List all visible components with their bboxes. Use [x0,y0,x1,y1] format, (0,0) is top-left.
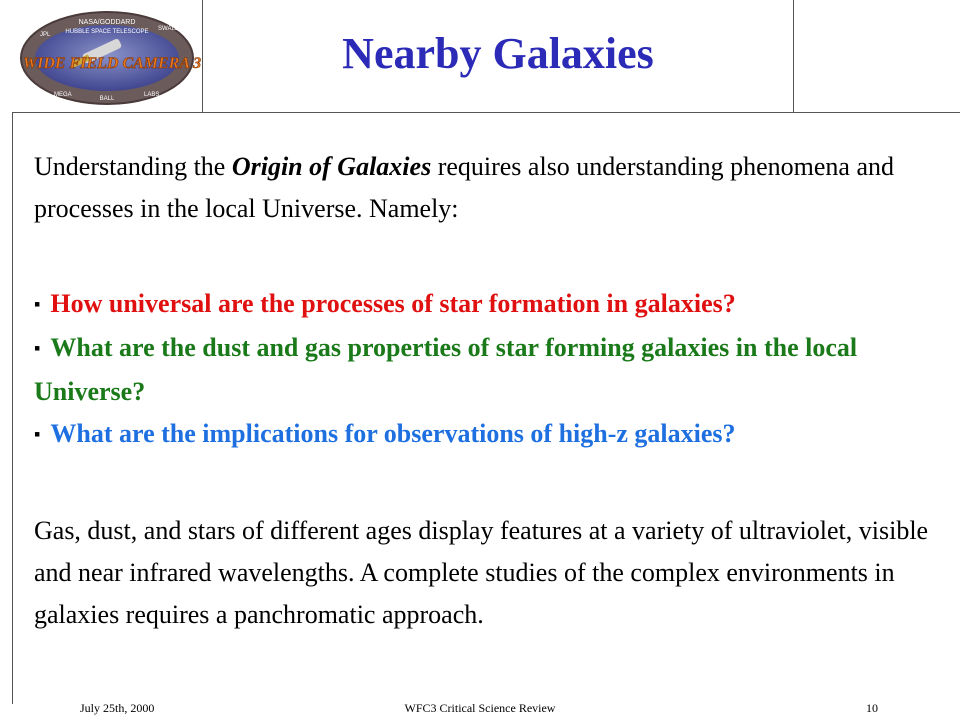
wfc3-logo [12,6,202,110]
question-text: What are the implications for observations of high-z galaxies? [50,419,736,448]
question-item [34,327,944,413]
page-title: Nearby Galaxies [342,29,654,78]
question-text: What are the dust and gas properties of star forming galaxies in the local Universe? [34,333,858,406]
intro-before: Understanding the [34,152,232,181]
bullet-marker-icon: ▪ [34,338,41,358]
footer-title: WFC3 Critical Science Review [404,701,556,715]
intro-after: requires also understanding phenomena and processes in the local Universe. Namely: [34,152,894,223]
logo-main-text: WIDE FIELD CAMERA 3 [22,55,202,72]
logo-ring-bottom-left: MEGA [54,92,72,98]
page-left-border [12,112,13,704]
logo-ring-right: SWALES [158,26,183,32]
intro-emphasis: Origin of Galaxies [231,152,432,181]
logo-ring-bottom-right: LABS [144,92,160,98]
question-item [34,283,944,327]
question-text: How universal are the processes of star formation in galaxies? [50,289,736,318]
question-item [34,413,944,457]
logo-ring-top: NASA/GODDARD [78,19,136,26]
footer-date: July 25th, 2000 [80,701,155,715]
bullet-marker-icon: ▪ [34,294,41,314]
intro-paragraph [34,146,944,230]
logo-ring-left: JPL [40,32,51,38]
logo-ring-bottom-mid: BALL [99,96,115,102]
footer-page-number: 10 [866,701,878,715]
bullet-marker-icon: ▪ [34,424,41,444]
logo-ring-sub: HUBBLE SPACE TELESCOPE [65,29,149,35]
header-divider-bottom [12,112,960,113]
question-list [34,283,944,457]
closing-paragraph: Gas, dust, and stars of different ages display features at a variety of ultraviolet, visible and near infrared wavelengths. A complete studies of the complex environments in galaxies requires a panchromatic approach. [34,516,929,629]
